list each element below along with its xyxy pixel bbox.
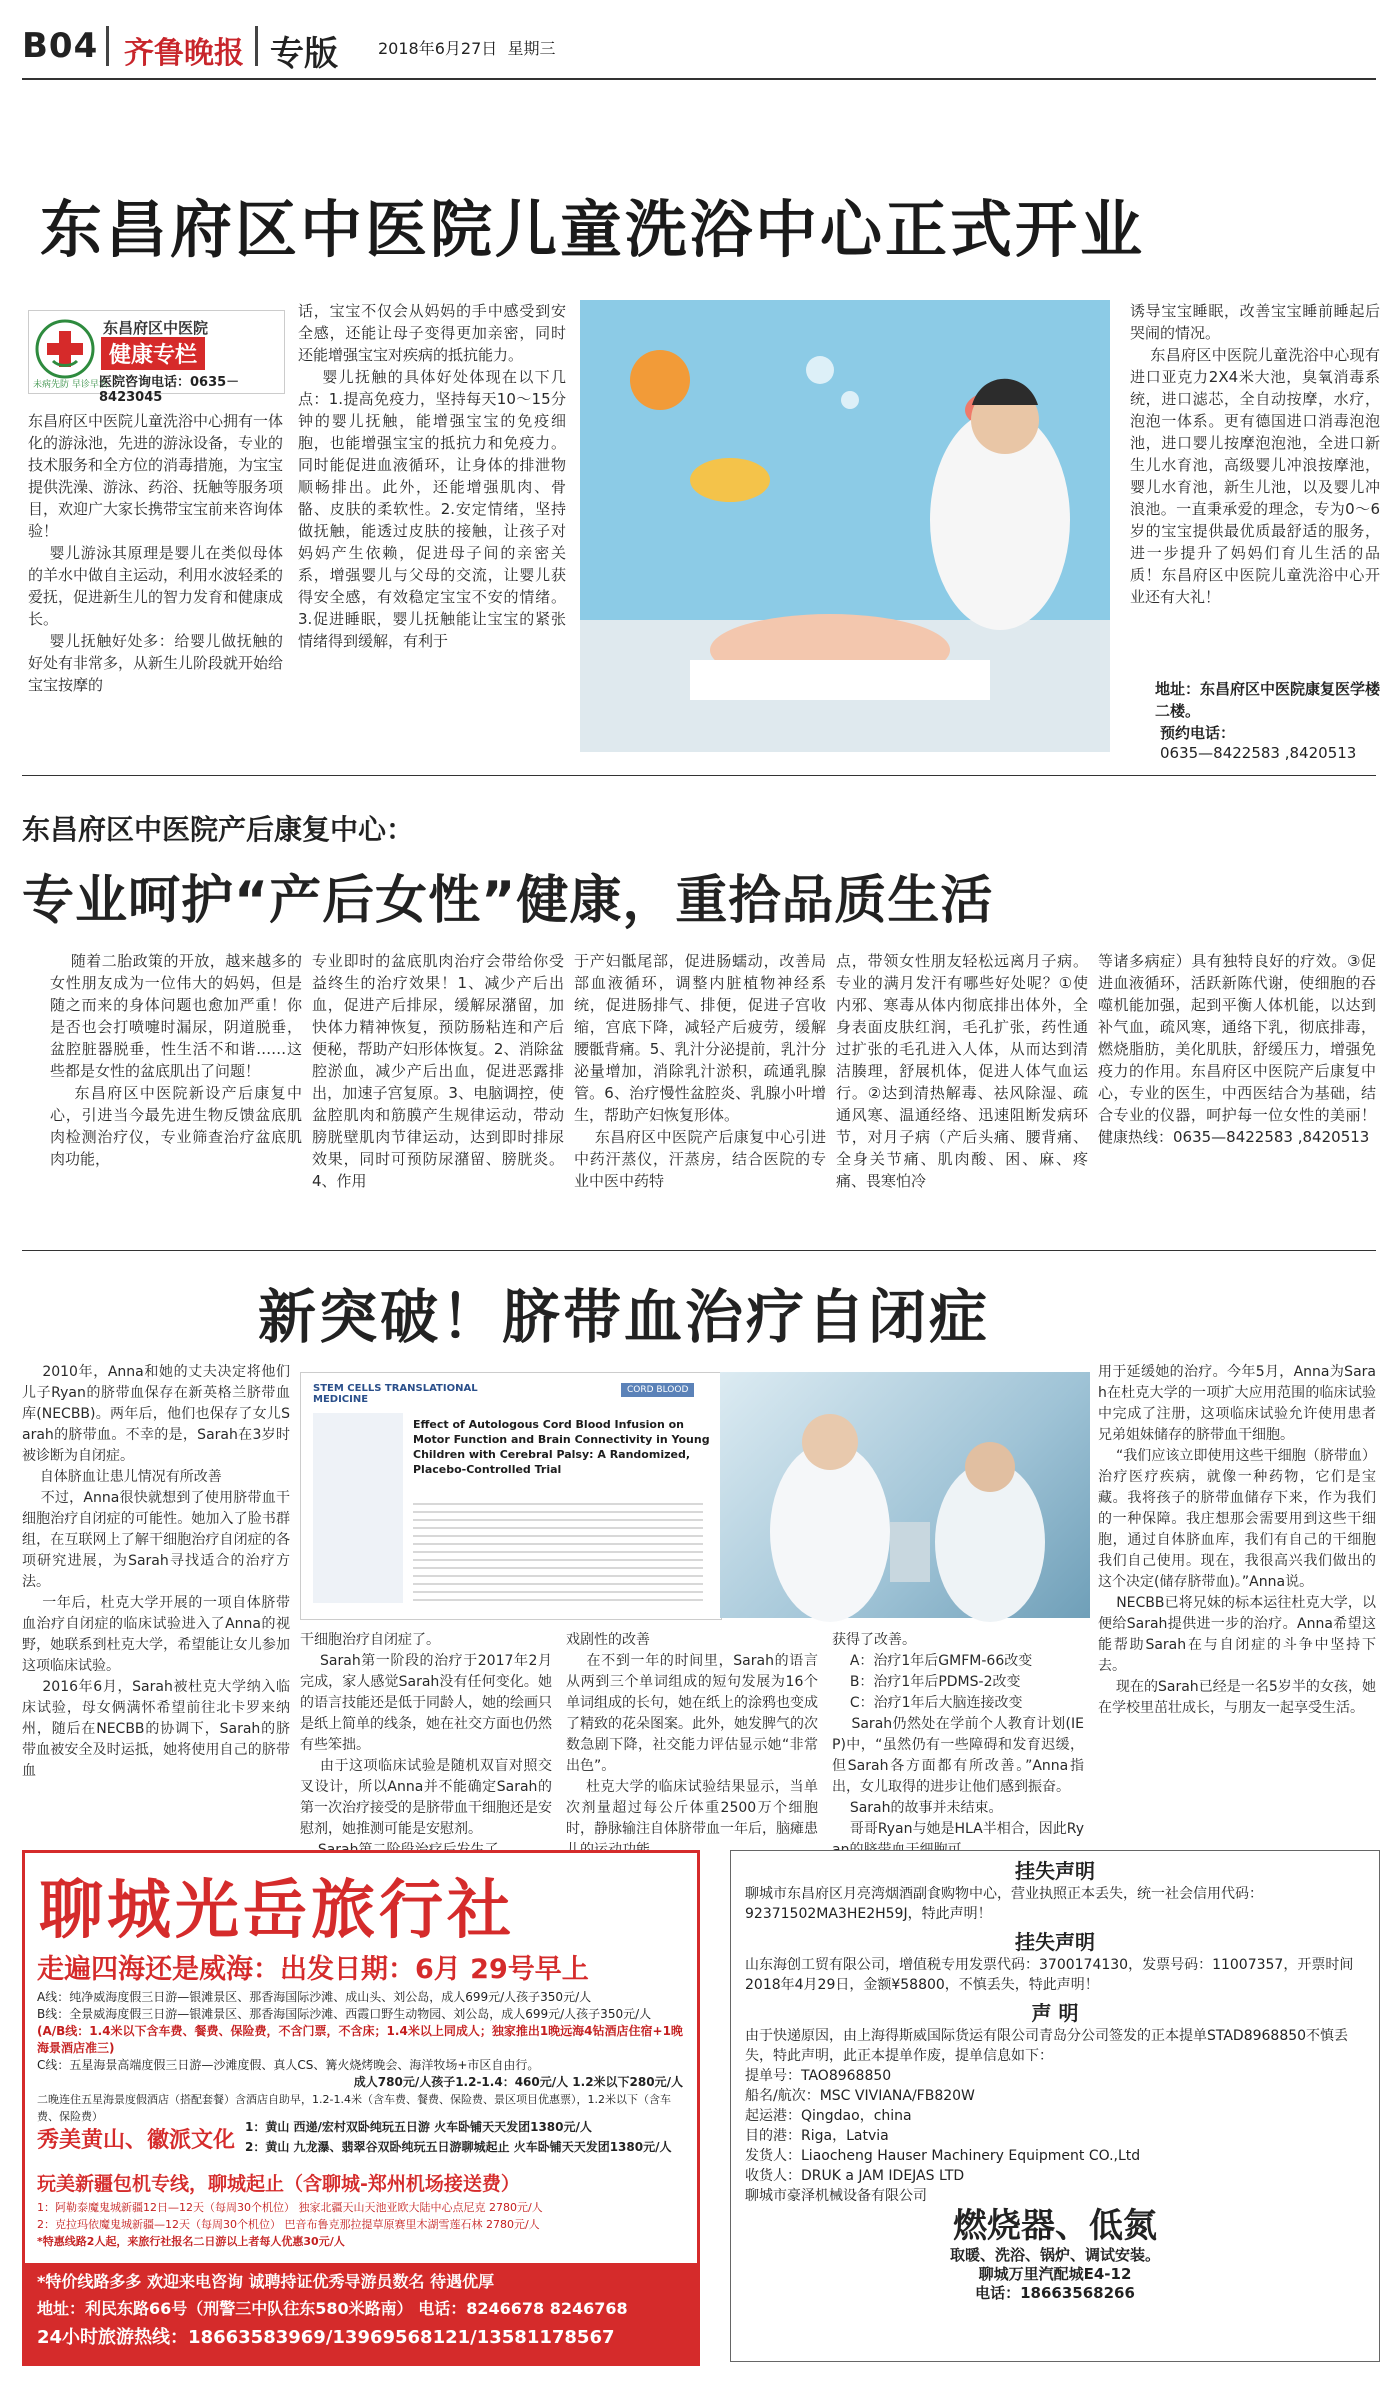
notice1-text: 聊城市东昌府区月亮湾烟酒副食购物中心，营业执照正本丢失，统一社会信用代码：92371502MA3HE2H59J，特此声明！ <box>745 1886 1263 1922</box>
article1-column-1: 东昌府区中医院儿童洗浴中心拥有一体化的游泳池，先进的游泳设备，专业的技术服务和全方位的消毒措施，为宝宝提供洗澡、游泳、药浴、抚触等服务项目，欢迎广大家长携带宝宝前来咨询体验！ 婴儿游泳其原理是婴儿在类似母体的羊水中做自主运动，利用水波轻柔的爱抚，促进新生儿的智力发育和健康成长。 婴儿抚触好处多：给婴儿做抚触的好处有非常多，从新生儿阶段就开始给宝宝按摩的 <box>28 412 284 694</box>
travel-line: 二晚连住五星海景度假酒店（搭配套餐）含酒店自助早，1.2-1.4米（含车费、餐费、保险费、景区项目优惠票），1.2米以下（含车费、保险费） <box>37 2093 671 2123</box>
travel-more: *特价线路多多 欢迎来电咨询 诚聘持证优秀导游员数名 待遇优厚 <box>37 2272 495 2291</box>
bathing-center-photo <box>580 300 1110 752</box>
journal-paper-title: Effect of Autologous Cord Blood Infusion on Motor Function and Brain Connectivity in Young Children with Cerebral Palsy: A Randomized, Placebo-Controlled Trial <box>413 1418 710 1476</box>
travel-line: (A/B线：1.4米以下含车费、餐费、保险费，不含门票，不含床；1.4米以上同成人；独家推出1晚远海4钻酒店住宿+1晚海景酒店准三) <box>37 2024 683 2055</box>
issue-date: 2018年6月27日 星期三 <box>378 39 556 58</box>
logo-hospital: 东昌府区中医院 <box>103 319 209 337</box>
travel-note: *特惠线路2人起，来旅行社报名二日游以上者每人优惠30元/人 <box>37 2235 345 2248</box>
travel-hotline: 24小时旅游热线：18663583969/13969568121/13581178567 <box>37 2327 615 2348</box>
logo-hotline: 医院咨询电话：0635－8423045 <box>99 375 240 405</box>
article1-column-3: 诱导宝宝睡眠，改善宝宝睡前睡起后哭闹的情况。 东昌府区中医院儿童洗浴中心现有进口亚克力2X4米大池，臭氧消毒系统，进口滤芯，全自动按摩，水疗，泡泡一体系。更有德国进口消毒泡泡池，进口婴儿按摩泡泡池，全进口新生儿水育池，高级婴儿冲浪按摩池，婴儿水育池，新生儿池，以及婴儿冲浪池。一直秉承爱的理念，专为0～6岁的宝宝提供最优质最舒适的服务，进一步提升了妈妈们育儿生活的品质！东昌府区中医院儿童洗浴中心开业还有大礼！ <box>1130 302 1380 606</box>
article2-title: 专业呵护“产后女性”健康，重拾品质生活 <box>22 871 994 931</box>
journal-name: STEM CELLS TRANSLATIONAL MEDICINE <box>313 1383 478 1405</box>
huangshan-line: 1：黄山 西递/宏村双卧纯玩五日游 火车卧铺天天发团1380元/人 <box>245 2120 592 2134</box>
travel-line: B线：全景威海度假三日游—银滩景区、那香海国际沙滩、西霞口野生动物园、刘公岛，成人699元/人孩子350元/人 <box>37 2007 652 2021</box>
notice3-item: 收货人：DRUK a JAM IDEJAS LTD <box>745 2168 965 2184</box>
journal-sidebar <box>313 1413 403 1603</box>
logo-tagline: 未病先防 早诊早治 <box>33 380 108 390</box>
xinjiang-lines <box>37 2199 683 2250</box>
notice3-item: 起运港：Qingdao，china <box>745 2108 912 2124</box>
travel-agency-ad <box>22 1850 700 2366</box>
article2-column-1: 随着二胎政策的开放，越来越多的女性朋友成为一位伟大的妈妈，但是随之而来的身体问题也愈加严重！你是否也会打喷嚏时漏尿，阴道脱垂，盆腔脏器脱垂，性生活不和谐……这些都是女性的盆底肌出了问题！ 东昌府区中医院新设产后康复中心，引进当今最先进生物反馈盆底肌肉检测治疗仪，专业筛查治疗盆底肌肉功能， <box>50 952 302 1168</box>
notice3-item: 提单号：TAO8968850 <box>745 2068 892 2084</box>
article3-column-4: 获得了改善。 A：治疗1年后GMFM-66改变 B：治疗1年后PDMS-2改变 C：治疗1年后大脑连接改变 Sarah仍然处在学前个人教育计划(IEP)中，“虽然仍有一些障碍和发育迟缓，但Sarah各方面都有所改善。”Anna指出，女儿取得的进步让他们感到振奋。 Sarah的故事并未结束。 哥哥Ryan与她是HLA半相合，因此Ry <box>832 1632 1084 1837</box>
journal-abstract <box>413 1503 703 1603</box>
article1-phone-label: 预约电话： <box>1160 724 1236 742</box>
article2-column-3: 于产妇骶尾部，促进肠蠕动，改善局部血液循环，调整内脏植物神经系统，促进肠排气、排便，促进子宫收缩，宫底下降，减轻产后疲劳，缓解腰骶背痛。5、乳汁分泌提前，乳汁分泌量增加，消除乳汁淤积，疏通乳腺管。6、治疗慢性盆腔炎、乳腺小叶增生，帮助产妇恢复形体。 东昌府区中医院产后康复中心引进中药汗蒸仪，汗蒸房，结合医院的专业中医中药特 <box>574 952 826 1190</box>
article3-column-2: 干细胞治疗自闭症了。 Sarah第一阶段的治疗于2017年2月完成，家人感觉Sarah没有任何变化。她的语言技能还是低于同龄人，她的绘画只是纸上简单的线条，她在社交方面也仍然有些笨拙。 由于这项临床试验是随机双盲对照交叉设计，所以Anna并不能确定Sarah的第一次治疗接受的是脐带血干细胞还是安慰剂，她推测可能是安慰剂。 <box>300 1632 552 1837</box>
article2-column-2: 专业即时的盆底肌肉治疗会带给你受益终生的治疗效果！1、减少产后出血，促进产后排尿，缓解尿潴留，加快体力精神恢复，预防肠粘连和产后便秘，帮助产妇形体恢复。2、消除盆腔淤血，减少产后出血，促进恶露排出，加速子宫复原。3、电脑调控，使盆腔肌肉和筋膜产生规律运动，带动膀胱壁肌肉节律运动，达到即时排尿效果，同时可预防尿潴留、膀胱炎。4、作用 <box>312 952 564 1190</box>
xinjiang-title: 玩美新疆包机专线，聊城起止（含聊城-郑州机场接送费） <box>37 2173 520 2195</box>
header-rule <box>22 78 1376 80</box>
header-divider <box>106 26 109 66</box>
travel-contact-bar <box>25 2263 697 2363</box>
travel-lines <box>37 1989 683 2125</box>
travel-line: A线：纯净威海度假三日游—银滩景区、那香海国际沙滩、成山头、刘公岛，成人699元/人孩子350元/人 <box>37 1990 592 2004</box>
notice3-title: 声 明 <box>1031 2001 1079 2025</box>
xinjiang-line: 2：克拉玛依魔鬼城新疆—12天（每周30个机位） 巴音布鲁克那拉提草原赛里木湖雪莲石林 2780元/人 <box>37 2218 540 2231</box>
travel-headline: 走遍四海还是威海：出发日期：6月 29号早上 <box>37 1954 589 1985</box>
notice3-item: 发货人：Liaocheng Hauser Machinery Equipment CO.,Ltd <box>745 2148 1141 2164</box>
lab-scientist-illustration <box>720 1372 1090 1618</box>
notice1-title: 挂失声明 <box>1015 1859 1095 1883</box>
travel-line: 成人780元/人孩子1.2-1.4：460元/人 1.2米以下280元/人 <box>353 2075 683 2089</box>
article1-title: 东昌府区中医院儿童洗浴中心正式开业 <box>40 193 1146 266</box>
journal-tag: CORD BLOOD <box>621 1383 694 1397</box>
notice3-text: 由于快递原因，由上海得斯威国际货运有限公司青岛分公司签发的正本提单STAD8968850不慎丢失，特此声明，此正本提单作废，提单信息如下： <box>745 2028 1349 2064</box>
notice3-items <box>731 2066 1379 2206</box>
burner-title: 燃烧器、低氮 <box>953 2206 1157 2246</box>
xinjiang-line: 1：阿勒泰魔鬼城新疆12日—12天（每周30个机位） 独家北疆天山天池亚欧大陆中心点尼克 2780元/人 <box>37 2201 543 2214</box>
travel-line: C线：五星海景高端度假三日游—沙滩度假、真人CS、篝火烧烤晚会、海洋牧场+市区自由行。 <box>37 2058 540 2072</box>
travel-address: 地址：利民东路66号（刑警三中队往东580米路南） 电话：8246678 8246768 <box>37 2299 628 2318</box>
section-rule <box>22 775 1376 776</box>
article2-subtitle: 东昌府区中医院产后康复中心： <box>22 813 415 846</box>
article3-column-3: 戏剧性的改善 在不到一年的时间里，Sarah的语言从两到三个单词组成的短句发展为16个单词组成的长句，她在纸上的涂鸦也变成了精致的花朵图案。此外，她发脾气的次数急剧下降，社交能力评估显示她“非常出色”。 杜克大学的临床试验结果显示，当单次剂量超过每公斤体重2500万个细胞时，静脉输注自体脐带血一年后，脑瘫患 <box>566 1632 818 1837</box>
article2-column-5: 等诸多病症）具有独特良好的疗效。③促进血液循环，活跃新陈代谢，使细胞的吞噬机能加强，起到平衡人体机能，以达到补气血，疏风寒，通络下乳，彻底排毒，燃烧脂肪，美化肌肤，舒缓压力，增强免疫力的作用。东昌府区中医院产后康复中心，专业的医生，中西医结合为基础，结合专业的仪器，呵护每一位女性的美丽！健康热线：0635—8422583 ,8420513 <box>1098 952 1376 1146</box>
notice3-item: 目的港：Riga，Latvia <box>745 2128 889 2144</box>
article2-column-4: 点，带领女性朋友轻松远离月子病。专业的满月发汗有哪些好处呢？①使内邪、寒毒从体内彻底排出体外，全身表面皮肤红润，毛孔扩张，药性通过扩张的毛孔进入人体，从而达到清洁腠理，舒展机体，促进人体气血运行。②达到清热解毒、祛风除湿、疏通风寒、温通经络、迅速阻断发病环节，对月子病（产后头痛、腰背痛、全身关节痛、肌肉酸、困、麻、疼痛、畏寒怕冷 <box>836 952 1088 1190</box>
burner-sub: 取暖、洗浴、锅炉、调试安装。 <box>949 2246 1160 2264</box>
notice3-item: 船名/航次：MSC VIVIANA/FB820W <box>745 2088 975 2104</box>
hospital-cross-icon <box>33 317 97 381</box>
article3-column-1: 2010年，Anna和她的丈夫决定将他们儿子Ryan的脐带血保存在新英格兰脐带血库(NECBB)。两年后，他们也保存了女儿Sarah的脐带血。不幸的是，Sarah在3岁时被诊断为自闭症。 自体脐血让患儿情况有所改善 不过，Anna很快就想到了使用脐带血干细胞治疗自闭症的可能性。她加入了脸书群组，在互联网上了解干细胞治疗自闭症的各项研究进展，为Sarah寻找适合的治疗方法。 一年后，杜克大学开展的一项自体脐带血治疗自闭症的临床试验进入了Anna的视野，她联系到杜克大学，希望能让女儿参加这项临床试验。 2016年6月，Sarah被杜克大学纳入临床试验，母女俩满怀希望前往北卡罗来纳州，随后在NECBB的协调下，Sarah的脐带血被安全及时运抵，她将使用自己的脐带血 <box>22 1364 290 1779</box>
lab-photo <box>720 1372 1090 1618</box>
huangshan-line: 2：黄山 九龙瀑、翡翠谷双卧纯玩五日游聊城起止 火车卧铺天天发团1380元/人 <box>245 2140 672 2154</box>
huangshan-title: 秀美黄山、徽派文化 <box>37 2128 236 2153</box>
newspaper-brand: 齐鲁晚报 <box>124 36 244 71</box>
section-name: 专版 <box>270 34 338 74</box>
page-number: B04 <box>22 26 99 66</box>
huangshan-lines <box>245 2117 685 2157</box>
travel-agency-name: 聊城光岳旅行社 <box>39 1874 515 1948</box>
notices-panel <box>730 1850 1380 2362</box>
article1-address: 地址：东昌府区中医院康复医学楼二楼。 <box>1155 680 1381 720</box>
bathing-center-illustration <box>580 300 1110 752</box>
article3-title: 新突破！脐带血治疗自闭症 <box>258 1283 991 1351</box>
notice2-text: 山东海创工贸有限公司，增值税专用发票代码：3700174130，发票号码：11007357，开票时间2018年4月29日，金额¥58800，不慎丢失，特此声明！ <box>745 1957 1354 1993</box>
section-rule <box>22 1250 1376 1251</box>
burner-phone: 电话：18663568266 <box>975 2284 1135 2302</box>
journal-figure <box>300 1372 1090 1618</box>
article3-column-5: 用于延缓她的治疗。今年5月，Anna为Sarah在杜克大学的一项扩大应用范围的临床试验中完成了注册，这项临床试验允许使用患者兄弟姐妹储存的脐带血干细胞。 “我们应该立即使用这些干细胞（脐带血）治疗医疗疾病，就像一种药物，它们是宝藏。我将孩子的脐带血储存下来，作为我们的一种保障。我庄想那会需要用到这些干细胞，通过自体脐血库，我们有自己的干细胞我们自己使用。现在，我很高兴我们做出的这个决定(储存脐带血)。”Anna说。 NECBB已将兄妹的标本运往杜克大学，以便给Sarah提供进一步的治疗。Anna希望这能帮助Sarah在与自闭症的斗争中坚持下去。 现在的Sarah已经是一名5岁半的女孩，她在学校里茁壮成长，与朋友一起享受生活。 <box>1098 1364 1376 1716</box>
logo-column: 健康专栏 <box>101 337 205 370</box>
health-column-logo <box>28 310 285 405</box>
notice3-item: 聊城市豪泽机械设备有限公司 <box>745 2188 927 2204</box>
notice2-title: 挂失声明 <box>1015 1930 1095 1954</box>
article1-phone: 0635—8422583 ,8420513 <box>1160 744 1357 762</box>
header-divider <box>255 26 258 66</box>
burner-company: 聊城万里汽配城E4-12 <box>978 2265 1132 2283</box>
article1-column-2: 话，宝宝不仅会从妈妈的手中感受到安全感，还能让母子变得更加亲密，同时还能增强宝宝对疾病的抵抗能力。 婴儿抚触的具体好处体现在以下几点：1.提高免疫力，坚持每天10～15分钟的婴儿抚触，能增强宝宝的免疫细胞，也能增强宝宝的抵抗力和免疫力。同时能促进血液循环，让身体的排泄物顺畅排出。此外，还能增强肌肉、骨骼、皮肤的柔软性。2.安定情绪，坚持做抚触，能透过皮肤的接触，让孩子对妈妈产生依赖，促进母子间的亲密关系，增强婴儿与父母的交流，让婴儿获得安全感，有效稳定宝宝不安的情绪。3.促进睡眠，婴儿抚触能让宝宝的紧张情绪得到缓解，有利于 <box>298 302 566 650</box>
